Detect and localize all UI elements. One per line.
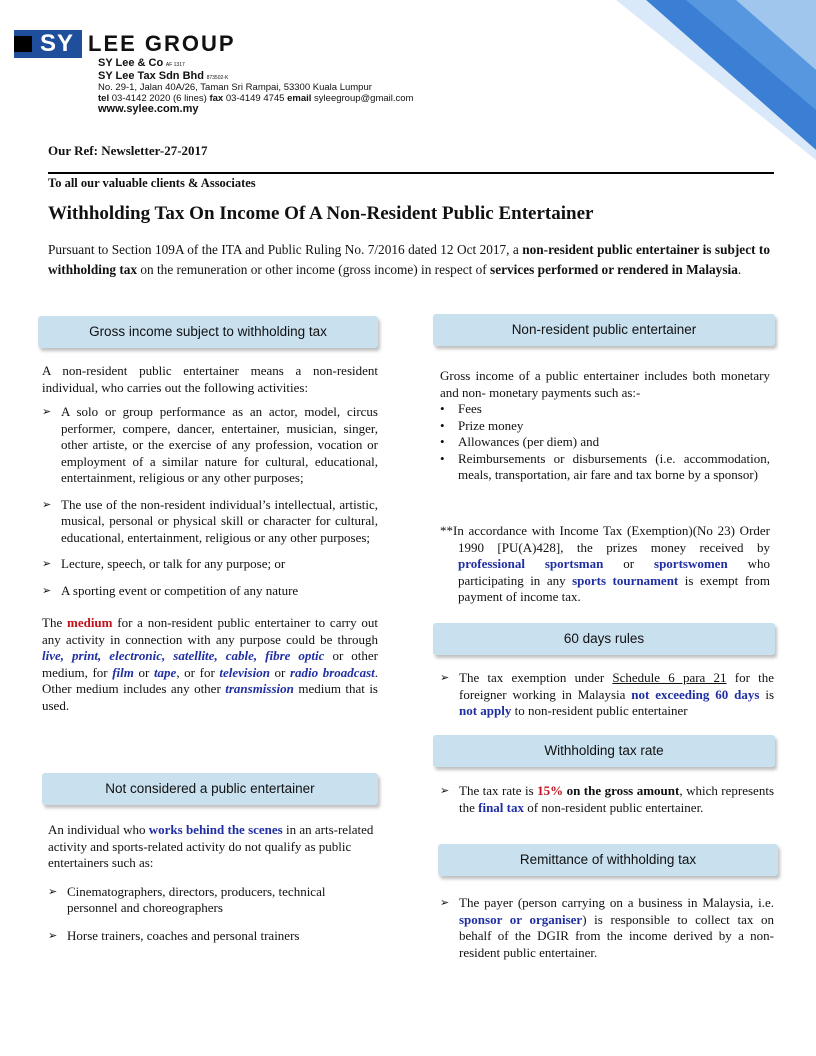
corner-decoration	[616, 0, 816, 160]
gross-income-intro: A non-resident public entertainer means a non-resident individual, who carries out the following activities:	[42, 363, 378, 395]
list-item: ➢ The payer (person carrying on a business in Malaysia, i.e. sponsor or organiser) is responsible to collect tax on behalf of the DGIR from the income derived by a non-resident public entertainer.	[440, 895, 774, 961]
list-item: ➢ The tax rate is 15% on the gross amount, which represents the final tax of non-resident public entertainer.	[440, 783, 774, 816]
gross-income-section	[42, 363, 378, 714]
tax-rate-section	[440, 783, 774, 826]
recipient-line: To all our valuable clients & Associates	[48, 176, 256, 190]
intro-paragraph: Pursuant to Section 109A of the ITA and Public Ruling No. 7/2016 dated 12 Oct 2017, a non-resident public entertainer is subject to withholding tax on the remuneration or other income (gross income) in respect of services performed or rendered in Malaysia.	[48, 242, 771, 277]
payments-list	[440, 401, 770, 484]
list-item: ➢ The tax exemption under Schedule 6 para 21 for the foreigner working in Malaysia not exceeding 60 days is not apply to non-resident public entertainer	[440, 670, 774, 720]
section-header-remittance: Remittance of withholding tax	[438, 844, 778, 876]
list-item: • Prize money	[440, 418, 770, 435]
company-logo	[14, 30, 236, 58]
not-pe-list	[48, 884, 378, 945]
contact-line: tel 03-4142 2020 (6 lines) fax 03-4149 4745 email syleegroup@gmail.com	[98, 92, 414, 104]
section-header-tax-rate: Withholding tax rate	[433, 735, 775, 767]
list-item: • Allowances (per diem) and	[440, 434, 770, 451]
section-header-not-public-entertainer: Not considered a public entertainer	[42, 773, 378, 805]
not-public-entertainer-section	[48, 822, 378, 954]
exemption-note: **In accordance with Income Tax (Exemption)(No 23) Order 1990 [PU(A)428], the prizes money received by professional sportsman or sportswomen who participating in any sports tournament is exempt from payment of income tax.	[440, 523, 770, 604]
reference-number: Our Ref: Newsletter-27-2017	[48, 143, 208, 158]
page-title: Withholding Tax On Income Of A Non-Resident Public Entertainer	[48, 203, 594, 224]
divider	[48, 172, 774, 174]
address-line: No. 29-1, Jalan 40A/26, Taman Sri Rampai, 53300 Kuala Lumpur	[98, 82, 372, 93]
list-item: ➢ The use of the non-resident individual’s intellectual, artistic, musical, personal or physical skill or character for cultural, educational, entertainment, religious or any other purposes;	[42, 497, 378, 547]
list-item: ➢ Cinematographers, directors, producers, technical personnel and choreographers	[48, 884, 378, 917]
list-item: • Reimbursements or disbursements (i.e. accommodation, meals, transportation, air fare and tax borne by a sponsor)	[440, 451, 770, 484]
list-item: ➢ A solo or group performance as an actor, model, circus performer, compere, dancer, entertainer, musician, singer, other artiste, or the exercise of any profession, vocation or employment of a similar nature for cultural, educational, entertainment, religious or any other purposes;	[42, 404, 378, 487]
remittance-section	[440, 895, 774, 971]
activities-list	[42, 404, 378, 599]
website-link[interactable]: www.sylee.com.my	[98, 103, 199, 115]
firm-name-1: SY Lee & Co	[98, 57, 164, 69]
firm-name-2: SY Lee Tax Sdn Bhd	[98, 69, 204, 82]
letterhead-address: SY Lee & Co AF 1317 SY Lee Tax Sdn Bhd 873502-K No. 29-1, Jalan 40A/26, Taman Sri Rampai, 53300 Kuala Lumpur tel 03-4142 2020 (6 lines) fax 03-4149 4745 email syleegroup@gmail.com www.sylee.com.my	[98, 57, 414, 115]
logo-name: LEE GROUP	[88, 31, 236, 56]
list-item: • Fees	[440, 401, 770, 418]
section-header-60-days: 60 days rules	[433, 623, 775, 655]
non-resident-section	[440, 368, 770, 484]
section-header-non-resident: Non-resident public entertainer	[433, 314, 775, 346]
non-resident-intro: Gross income of a public entertainer includes both monetary and non- monetary payments such as:-	[440, 368, 770, 400]
list-item: ➢ Horse trainers, coaches and personal trainers	[48, 928, 378, 945]
logo-mark: SY	[14, 30, 82, 58]
list-item: ➢ A sporting event or competition of any nature	[42, 583, 378, 600]
not-pe-intro: An individual who works behind the scenes in an arts-related activity and sports-related activity do not qualify as public entertainers such as:	[48, 822, 374, 870]
days-rule-section	[440, 670, 774, 730]
list-item: ➢ Lecture, speech, or talk for any purpose; or	[42, 556, 378, 573]
section-header-gross-income: Gross income subject to withholding tax	[38, 316, 378, 348]
medium-paragraph: The medium for a non-resident public entertainer to carry out any activity in connection with any purpose could be through live, print, electronic, satellite, cable, fibre optic or other medium, for film or tape, or for television or radio broadcast. Other medium includes any other transmission medium that is used.	[42, 615, 378, 713]
